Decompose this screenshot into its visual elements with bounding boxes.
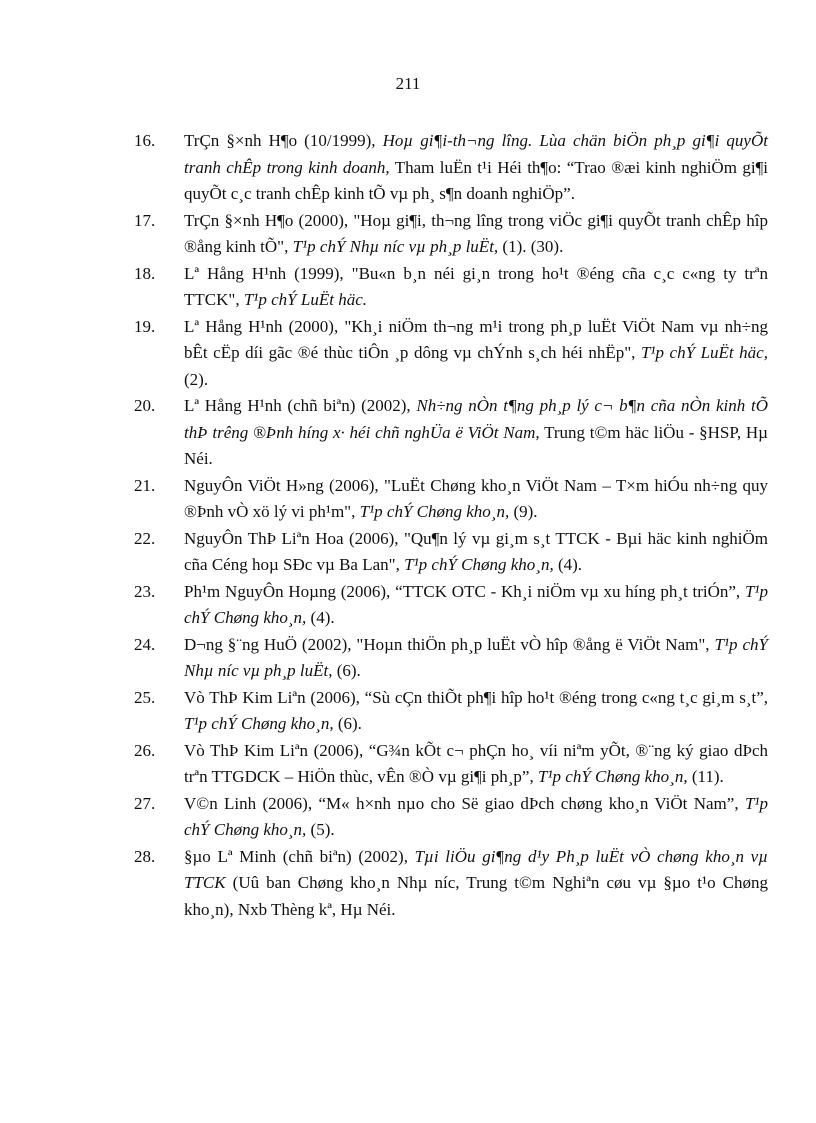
reference-segment: NguyÔn ViÖt H»ng (2006), "LuËt Chøng kho¸n ViÖt Nam – T×m hiÓu nh÷ng quy ®Þnh vÒ xö lý vi ph¹m",: [184, 475, 768, 521]
reference-source-title: T¹p chÝ Chøng kho¸n,: [537, 767, 688, 786]
reference-segment: (11).: [687, 767, 724, 786]
reference-segment: (1). (30).: [498, 237, 564, 256]
reference-source-title: T¹p chÝ Chøng kho¸n,: [184, 714, 334, 733]
reference-segment: NguyÔn ThÞ Liªn Hoa (2006), "Qu¶n lý vµ gi¸m s¸t TTCK - Bµi häc kinh nghiÖm cña Céng hoµ SÐc vµ Ba Lan",: [184, 528, 768, 574]
reference-item: [134, 128, 768, 208]
reference-text: [184, 261, 768, 314]
reference-text: [184, 844, 768, 924]
reference-number: 25.: [134, 687, 156, 707]
reference-source-title: T¹p chÝ LuËt häc,: [640, 343, 768, 362]
reference-segment: TrÇn §×nh H¶o (10/1999),: [184, 131, 383, 150]
reference-segment: (5).: [306, 820, 335, 839]
reference-item: [134, 844, 768, 924]
reference-number: 23.: [134, 581, 156, 601]
reference-source-title: T¹p chÝ Chøng kho¸n,: [184, 793, 768, 839]
reference-segment: Vò ThÞ Kim Liªn (2006), “Sù cÇn thiÕt ph¶i hîp ho¹t ®éng trong c«ng t¸c gi¸m s¸t”,: [184, 687, 768, 707]
reference-segment: (4).: [306, 608, 335, 627]
reference-source-title: T¹p chÝ Chøng kho¸n,: [404, 555, 554, 574]
reference-source-title: T¹p chÝ Chøng kho¸n,: [359, 502, 510, 521]
reference-number: 16.: [134, 131, 156, 150]
reference-text: [184, 208, 768, 261]
reference-number: 21.: [134, 475, 156, 495]
reference-text: [184, 791, 768, 844]
reference-segment: Ph¹m NguyÔn Hoµng (2006), “TTCK OTC - Kh¸i niÖm vµ xu híng ph¸t triÓn”,: [184, 581, 745, 601]
reference-text: [184, 393, 768, 473]
reference-text: [184, 632, 768, 685]
reference-source-title: T¹p chÝ Nhµ níc vµ ph¸p luËt,: [184, 634, 768, 680]
reference-number: 22.: [134, 528, 156, 548]
reference-item: [134, 685, 768, 738]
reference-item: [134, 261, 768, 314]
reference-text: [184, 314, 768, 394]
reference-segment: Trung t©m häc liÖu - §HSP, Hµ Néi.: [184, 422, 768, 468]
reference-number: 18.: [134, 263, 156, 283]
reference-list: [134, 128, 768, 923]
reference-segment: Tham luËn t¹i Héi th¶o: “Trao ®æi kinh nghiÖm gi¶i quyÕt c¸c tranh chÊp kinh tÕ vµ ph¸ s¶n doanh nghiÖp”.: [184, 157, 768, 203]
reference-segment: (6).: [332, 661, 361, 680]
reference-text: [184, 473, 768, 526]
reference-segment: (4).: [553, 555, 583, 574]
reference-number: 28.: [134, 846, 156, 866]
reference-segment: (2).: [184, 369, 209, 389]
reference-source-title: T¹p chÝ Nhµ níc vµ ph¸p luËt,: [292, 237, 499, 256]
reference-source-title: T¹p chÝ LuËt häc.: [243, 290, 367, 309]
reference-segment: (Uû ban Chøng kho¸n Nhµ níc, Trung t©m Nghiªn cøu vµ §µo t¹o Chøng kho¸n), Nxb Thèng kª, Hµ Néi.: [184, 873, 768, 919]
reference-number: 20.: [134, 396, 156, 415]
reference-segment: Lª Hång H¹nh (chñ biªn) (2002),: [184, 396, 417, 415]
reference-item: [134, 314, 768, 394]
reference-number: 27.: [134, 793, 156, 813]
reference-segment: (9).: [509, 502, 538, 521]
reference-text: [184, 579, 768, 632]
reference-item: [134, 791, 768, 844]
reference-segment: Vò ThÞ Kim Liªn (2006), “G¾n kÕt c¬ phÇn ho¸ víi niªm yÕt, ®¨ng ký giao dÞch trªn TTGDCK – HiÖn thùc, vÊn ®Ò vµ gi¶i ph¸p”,: [184, 740, 768, 786]
reference-segment: V©n Linh (2006), “M« h×nh nµo cho Së giao dÞch chøng kho¸n ViÖt Nam”,: [184, 793, 745, 813]
reference-source-title: Nh÷ng nÒn t¶ng ph¸p lý c¬ b¶n cña nÒn kinh tÕ thÞ trêng ®Þnh híng x· héi chñ nghÜa ë ViÖt Nam,: [184, 396, 768, 442]
reference-item: [134, 579, 768, 632]
reference-number: 17.: [134, 210, 156, 230]
reference-text: [184, 738, 768, 791]
reference-number: 19.: [134, 316, 156, 336]
reference-item: [134, 526, 768, 579]
reference-text: [184, 685, 768, 738]
reference-source-title: T¹p chÝ Chøng kho¸n,: [184, 581, 768, 627]
reference-item: [134, 632, 768, 685]
reference-source-title: Tµi liÖu gi¶ng d¹y Ph¸p luËt vÒ chøng kho¸n vµ TTCK: [184, 846, 768, 892]
reference-item: [134, 738, 768, 791]
reference-segment: Lª Hång H¹nh (2000), "Kh¸i niÖm th¬ng m¹i trong ph¸p luËt ViÖt Nam vµ nh÷ng bÊt cËp díi gãc ®é thùc tiÔn ¸p dông vµ chÝnh s¸ch héi nhËp",: [184, 316, 768, 362]
reference-item: [134, 473, 768, 526]
reference-segment: D¬ng §¨ng HuÖ (2002), "Hoµn thiÖn ph¸p luËt vÒ hîp ®ång ë ViÖt Nam",: [184, 634, 715, 654]
reference-text: [184, 128, 768, 208]
reference-segment: §µo Lª Minh (chñ biªn) (2002),: [184, 846, 415, 866]
reference-segment: TrÇn §×nh H¶o (2000), "Hoµ gi¶i, th¬ng lîng trong viÖc gi¶i quyÕt tranh chÊp hîp ®ång kinh tÕ",: [184, 210, 768, 256]
reference-item: [134, 393, 768, 473]
reference-segment: Lª Hång H¹nh (1999), "Bu«n b¸n néi gi¸n trong ho¹t ®éng cña c¸c c«ng ty trªn TTCK",: [184, 263, 768, 309]
reference-segment: (6).: [333, 714, 362, 733]
reference-text: [184, 526, 768, 579]
reference-item: [134, 208, 768, 261]
page-number: 211: [395, 74, 421, 93]
reference-number: 26.: [134, 740, 156, 760]
reference-source-title: Hoµ gi¶i-th¬ng lîng. Lùa chän biÖn ph¸p gi¶i quyÕt tranh chÊp trong kinh doanh,: [184, 131, 768, 177]
reference-number: 24.: [134, 634, 156, 654]
